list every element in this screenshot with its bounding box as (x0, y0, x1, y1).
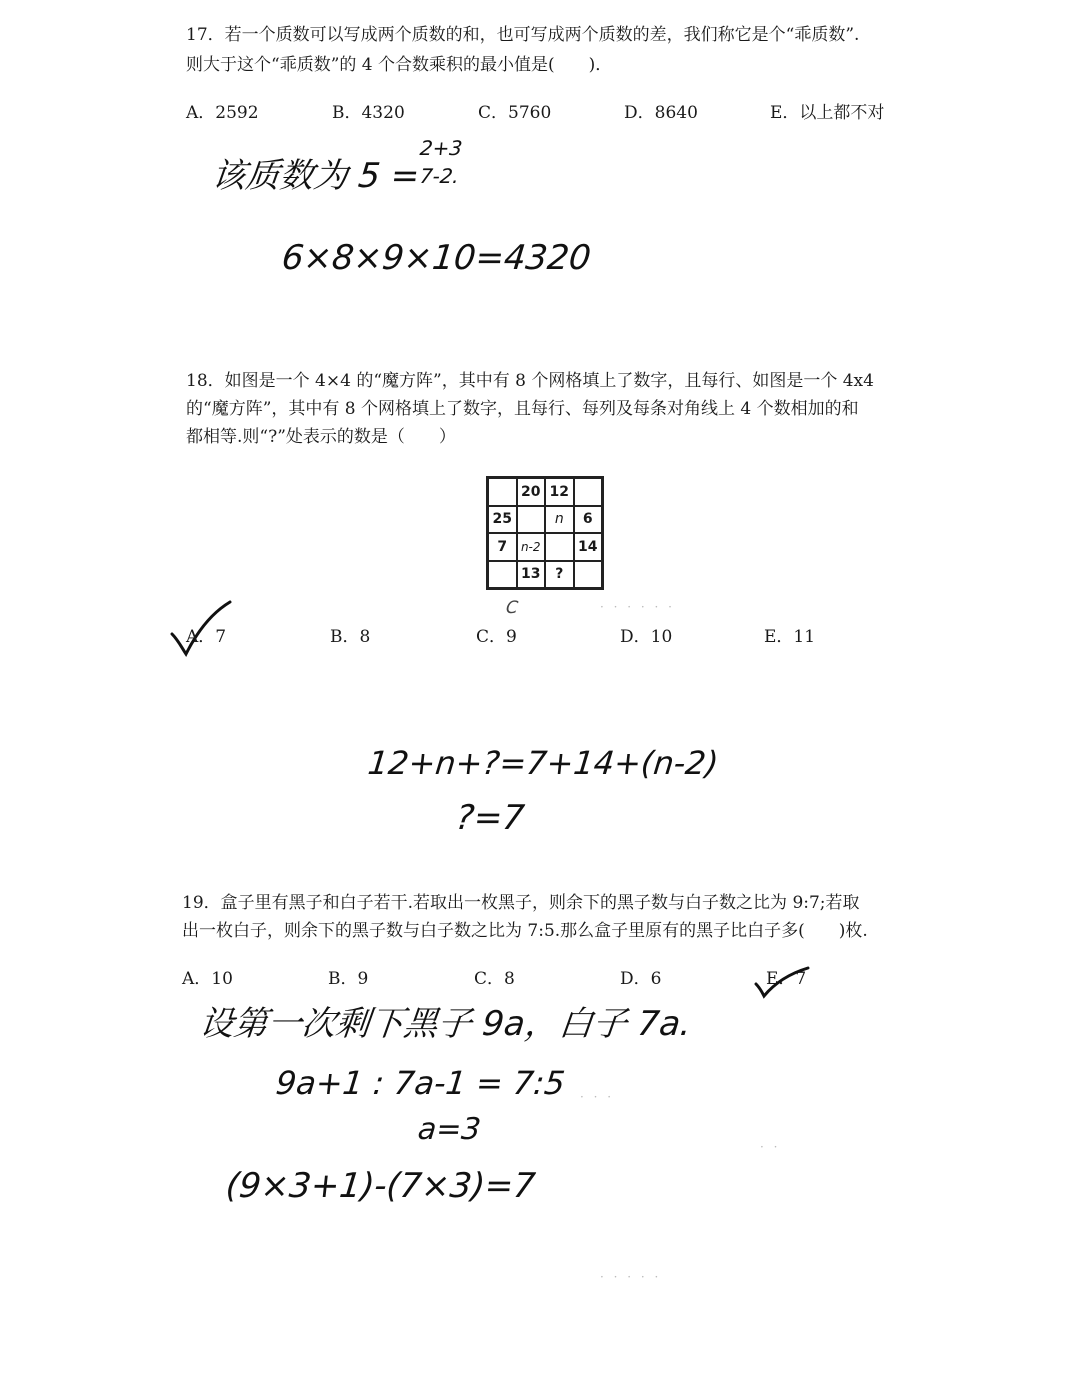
q18-stray-mark: C (504, 598, 519, 618)
q18-option-d: D．10 (620, 627, 673, 647)
grid-cell (545, 533, 574, 561)
q19-work-line4: (9×3+1)-(7×3)=7 (223, 1166, 538, 1206)
q19-option-a: A．10 (182, 969, 233, 989)
grid-cell: 6 (574, 506, 603, 534)
q17-option-a: A．2592 (186, 103, 259, 123)
grid-cell: n-2 (517, 533, 546, 561)
q18-option-b: B．8 (330, 627, 371, 647)
grid-cell: 7 (488, 533, 517, 561)
q18-line1: 18．如图是一个 4×4 的“魔方阵”，其中有 8 个网格填上了数字，且每行、如图是一个 4x4 (186, 371, 874, 391)
grid-cell (574, 561, 603, 589)
scan-smudge: · · · · · (600, 1270, 662, 1284)
magic-square-grid (486, 476, 604, 590)
grid-cell: 14 (574, 533, 603, 561)
q17-option-c: C．5760 (478, 103, 552, 123)
q17-work-frac-bottom: 7-2. (418, 164, 461, 188)
grid-cell: 20 (517, 478, 546, 506)
scan-smudge: · · (760, 1140, 781, 1154)
grid-cell (488, 561, 517, 589)
scan-smudge: · · · · · · (600, 600, 675, 614)
grid-cell (488, 478, 517, 506)
q17-option-b: B．4320 (332, 103, 405, 123)
q17-work-frac-top: 2+3 (418, 136, 464, 160)
q18-work-line1: 12+n+?=7+14+(n-2) (366, 744, 721, 782)
grid-cell: ? (545, 561, 574, 589)
q17-line2: 则大于这个“乖质数”的 4 个合数乘积的最小值是( )． (186, 55, 613, 75)
q19-work-line2: 9a+1 : 7a-1 = 7:5 (274, 1064, 567, 1102)
q19-work-line3: a=3 (416, 1112, 483, 1147)
q18-work-line2: ?=7 (453, 798, 527, 838)
q17-work-line1: 该质数为 5 = (209, 156, 422, 196)
q18-line3: 都相等.则“?”处表示的数是（ ） (186, 427, 456, 447)
q19-option-b: B．9 (328, 969, 369, 989)
q19-option-e: E．7 (766, 969, 807, 989)
q19-answer-check-icon (752, 962, 812, 1002)
q18-option-a: A．7 (186, 627, 227, 647)
q19-line1: 19．盒子里有黑子和白子若干.若取出一枚黑子，则余下的黑子数与白子数之比为 9:7;若取 (182, 893, 860, 913)
q17-option-e: E．以上都不对 (770, 103, 885, 123)
q17-option-d: D．8640 (624, 103, 698, 123)
grid-cell: 12 (545, 478, 574, 506)
grid-cell (574, 478, 603, 506)
scan-smudge: · · · (580, 1090, 615, 1104)
q17-line1: 17．若一个质数可以写成两个质数的和，也可写成两个质数的差，我们称它是个“乖质数”. (186, 25, 860, 45)
grid-cell: n (545, 506, 574, 534)
q19-line2: 出一枚白子，则余下的黑子数与白子数之比为 7:5.那么盒子里原有的黑子比白子多( )枚. (182, 921, 868, 941)
q18-option-e: E．11 (764, 627, 816, 647)
q19-option-c: C．8 (474, 969, 515, 989)
q19-option-d: D．6 (620, 969, 662, 989)
grid-cell (517, 506, 546, 534)
grid-cell: 13 (517, 561, 546, 589)
q17-work-line2: 6×8×9×10=4320 (279, 238, 593, 278)
q18-line2: 的“魔方阵”，其中有 8 个网格填上了数字，且每行、每列及每条对角线上 4 个数相加的和 (186, 399, 859, 419)
q19-work-line1: 设第一次剩下黑子 9a，白子 7a. (197, 1004, 694, 1044)
q18-option-c: C．9 (476, 627, 517, 647)
grid-cell: 25 (488, 506, 517, 534)
